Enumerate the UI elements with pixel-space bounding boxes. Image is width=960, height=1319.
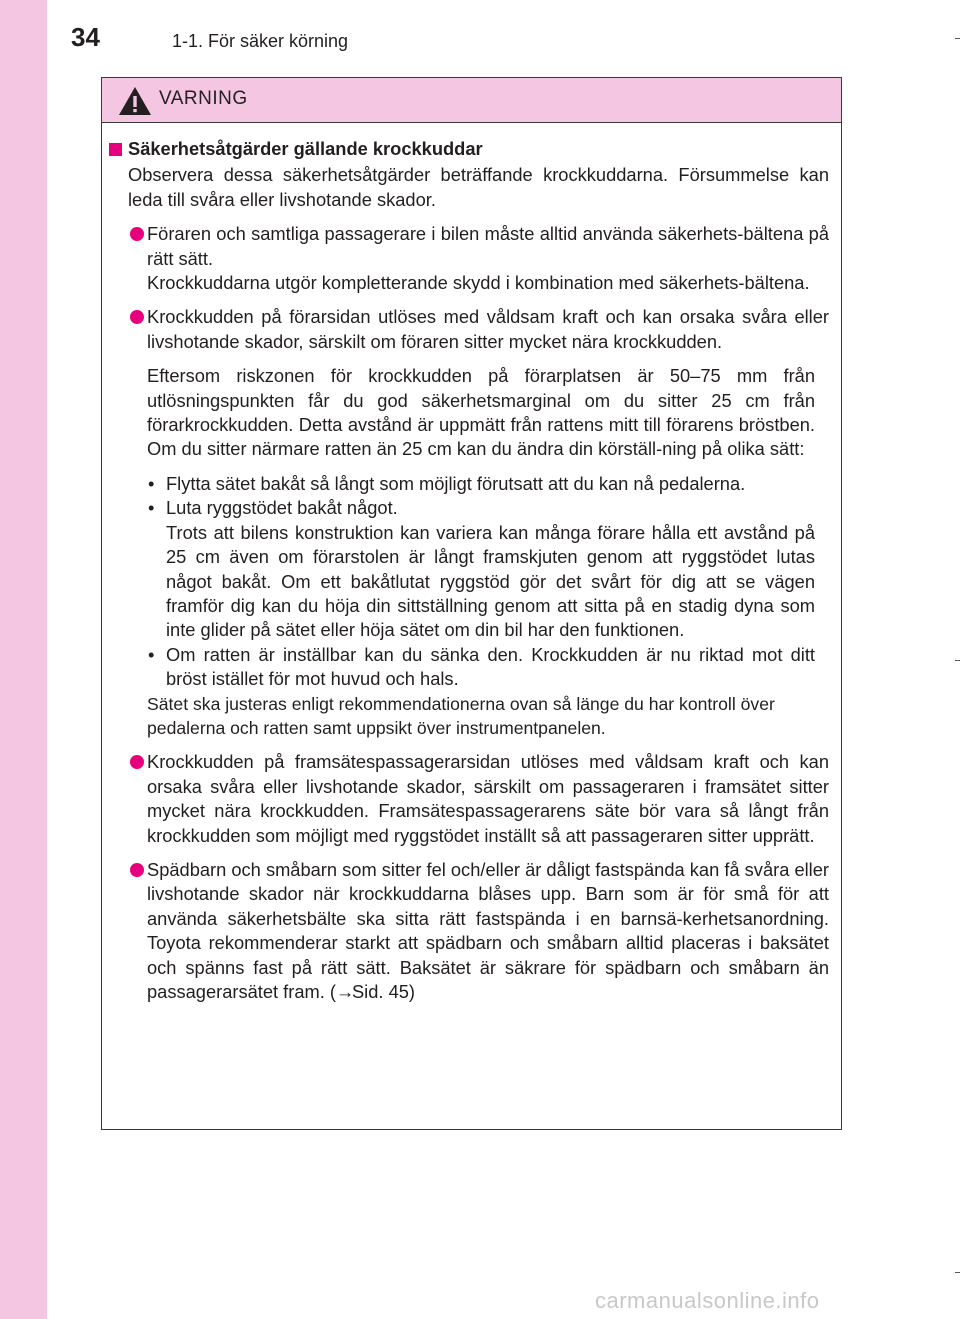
dash-item-text: Luta ryggstödet bakåt något.: [166, 497, 398, 519]
list-item: [109, 222, 829, 295]
page-number: 34: [71, 22, 100, 52]
crop-mark: [955, 1272, 960, 1273]
warning-label: VARNING: [159, 88, 248, 109]
circle-bullet-icon: [130, 863, 144, 877]
dash-list-item: [147, 472, 815, 496]
bullet-text: Föraren och samtliga passagerare i bilen måste alltid använda säkerhets-bältena på rätt sätt.: [147, 223, 829, 269]
square-bullet-icon: [109, 143, 122, 156]
warning-intro: Observera dessa säkerhetsåtgärder beträffande krockkuddarna. Försummelse kan leda till svåra eller livshotande skador.: [128, 164, 829, 210]
seating-distance-note: Eftersom riskzonen för krockkudden på förarplatsen är 50–75 mm från utlösningspunkten får du god säkerhetsmarginal om du sitter 25 cm från förarkrockkudden. Detta avstånd är uppmätt från rattens mitt till förarens bröstben. Om du sitter närmare ratten än 25 cm kan du ändra din körställ-ning på olika sätt:: [147, 365, 815, 460]
watermark: carmanualsonline.info: [595, 1288, 820, 1313]
circle-bullet-icon: [130, 755, 144, 769]
list-item: [109, 305, 829, 354]
seat-adjustment-note: Sätet ska justeras enligt rekommendationerna ovan så länge du har kontroll över pedalerna och ratten samt uppsikt över instrumentpanelen.: [147, 693, 775, 738]
bullet-text: Krockkudden på framsätespassagerarsidan utlöses med våldsam kraft och kan orsaka svåra eller livshotande skador, särskilt om passageraren i framsätet sitter mycket nära krockkudden. Framsätespassagerarens säte bör vara så långt från krockkudden som möjligt med ryggstödet inställt så att passageraren sitter upprätt.: [147, 751, 829, 846]
section-title: 1-1. För säker körning: [172, 31, 349, 51]
dash-bullet: •: [148, 643, 155, 665]
list-item: [109, 750, 829, 848]
warning-header: [102, 78, 841, 123]
dash-list-item: [147, 643, 815, 692]
list-item: [109, 858, 829, 1004]
circle-bullet-icon: [130, 227, 144, 241]
bullet-text: [147, 858, 829, 1004]
dash-item-text: Om ratten är inställbar kan du sänka den. Krockkudden är nu riktad mot ditt bröst istället för mot huvud och hals.: [166, 643, 815, 690]
warning-body: [102, 123, 841, 1014]
circle-bullet-icon: [130, 310, 144, 324]
warning-box: [101, 77, 842, 1130]
dash-item-text: Flytta sätet bakåt så långt som möjligt förutsatt att du kan nå pedalerna.: [166, 472, 746, 494]
dash-bullet: •: [148, 472, 155, 494]
warning-heading-text: Säkerhetsåtgärder gällande krockkuddar: [128, 138, 483, 159]
warning-triangle-icon: [118, 86, 152, 116]
page-reference-link[interactable]: Sid. 45): [351, 981, 415, 1002]
adjustment-list: [147, 472, 815, 692]
side-color-strip: [0, 0, 47, 1319]
warning-heading: [109, 137, 829, 161]
bullet-text-main: Spädbarn och småbarn som sitter fel och/eller är dåligt fastspända kan få svåra eller livshotande skador när krockkuddarna blåses upp. Barn som är för små för att använda säkerhetsbälte ska sitta rätt fastspända i en barnsä-kerhetsanordning. Toyota rekommenderar starkt att spädbarn och småbarn alltid placeras i baksätet och spänns fast på rätt sätt. Baksätet är säkrare för spädbarn och småbarn än passagerarsätet fram. (: [147, 858, 829, 1002]
dash-bullet: •: [148, 497, 155, 519]
dash-list-item: [147, 496, 815, 642]
crop-mark: [955, 38, 960, 39]
crop-mark: [955, 660, 960, 661]
dash-item-detail: Trots att bilens konstruktion kan variera kan många förare hålla ett avstånd på 25 cm även om förarstolen är långt framskjuten genom att ryggstödet lutas något bakåt. Om ett bakåtlutat ryggstöd gör det svårt för dig att se vägen framför dig kan du höja din sittställning genom att sitta på en stadig dyna som inte glider på sätet eller höja sätet om din bil har den funktionen.: [166, 521, 815, 641]
bullet-text: Krockkudden på förarsidan utlöses med våldsam kraft och kan orsaka svåra eller livshotande skador, särskilt om föraren sitter mycket nära krockkudden.: [147, 306, 829, 352]
arrow-right-icon: →: [335, 981, 355, 1002]
bullet-text-continued: Krockkuddarna utgör kompletterande skydd i kombination med säkerhets-bältena.: [147, 272, 810, 294]
